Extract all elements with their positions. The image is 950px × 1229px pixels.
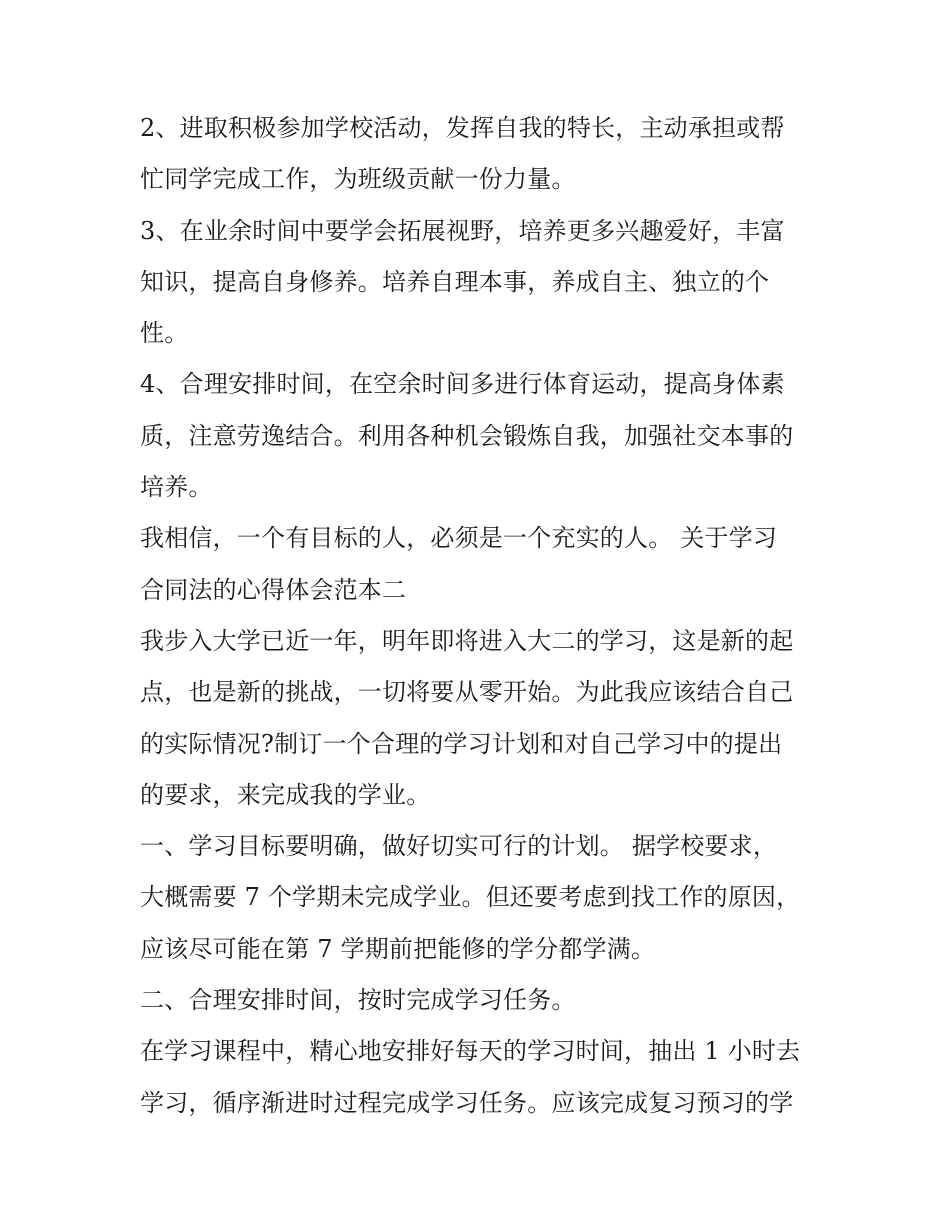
text-line: 我步入大学已近一年，明年即将进入大二的学习，这是新的起 <box>140 626 794 655</box>
text-line: 学习，循序渐进时过程完成学习任务。应该完成复习预习的学 <box>140 1088 794 1117</box>
document-body <box>140 103 820 1129</box>
text-line: 的实际情况?制订一个合理的学习计划和对自己学习中的提出 <box>140 729 783 758</box>
text-line: 我相信，一个有目标的人，必须是一个充实的人。 关于学习 <box>140 524 778 553</box>
text-line: 合同法的心得体会范本二 <box>140 575 407 604</box>
text-line: 二、合理安排时间，按时完成学习任务。 <box>140 986 576 1015</box>
text-line: 3、在业余时间中要学会拓展视野，培养更多兴趣爱好，丰富 <box>140 216 785 245</box>
text-line: 4、合理安排时间，在空余时间多进行体育运动，提高身体素 <box>140 370 785 399</box>
text-line: 忙同学完成工作，为班级贡献一份力量。 <box>140 165 576 194</box>
text-line: 点，也是新的挑战，一切将要从零开始。为此我应该结合自己 <box>140 678 794 707</box>
text-line: 知识，提高自身修养。培养自理本事，养成自主、独立的个 <box>140 267 770 296</box>
text-line: 培养。 <box>140 473 213 502</box>
text-line: 2、进取积极参加学校活动，发挥自我的特长，主动承担或帮 <box>140 114 785 142</box>
text-line: 一、学习目标要明确，做好切实可行的计划。 据学校要求， <box>140 832 778 861</box>
text-line: 大概需要 7 个学期未完成学业。但还要考虑到找工作的原因， <box>140 883 801 912</box>
text-line: 的要求，来完成我的学业。 <box>140 780 431 809</box>
text-line: 性。 <box>140 319 189 348</box>
text-line: 应该尽可能在第 7 学期前把能修的学分都学满。 <box>140 934 656 963</box>
text-line: 在学习课程中，精心地安排好每天的学习时间，抽出 1 小时去 <box>140 1037 801 1066</box>
text-line: 质，注意劳逸结合。利用各种机会锻炼自我，加强社交本事的 <box>140 421 794 450</box>
